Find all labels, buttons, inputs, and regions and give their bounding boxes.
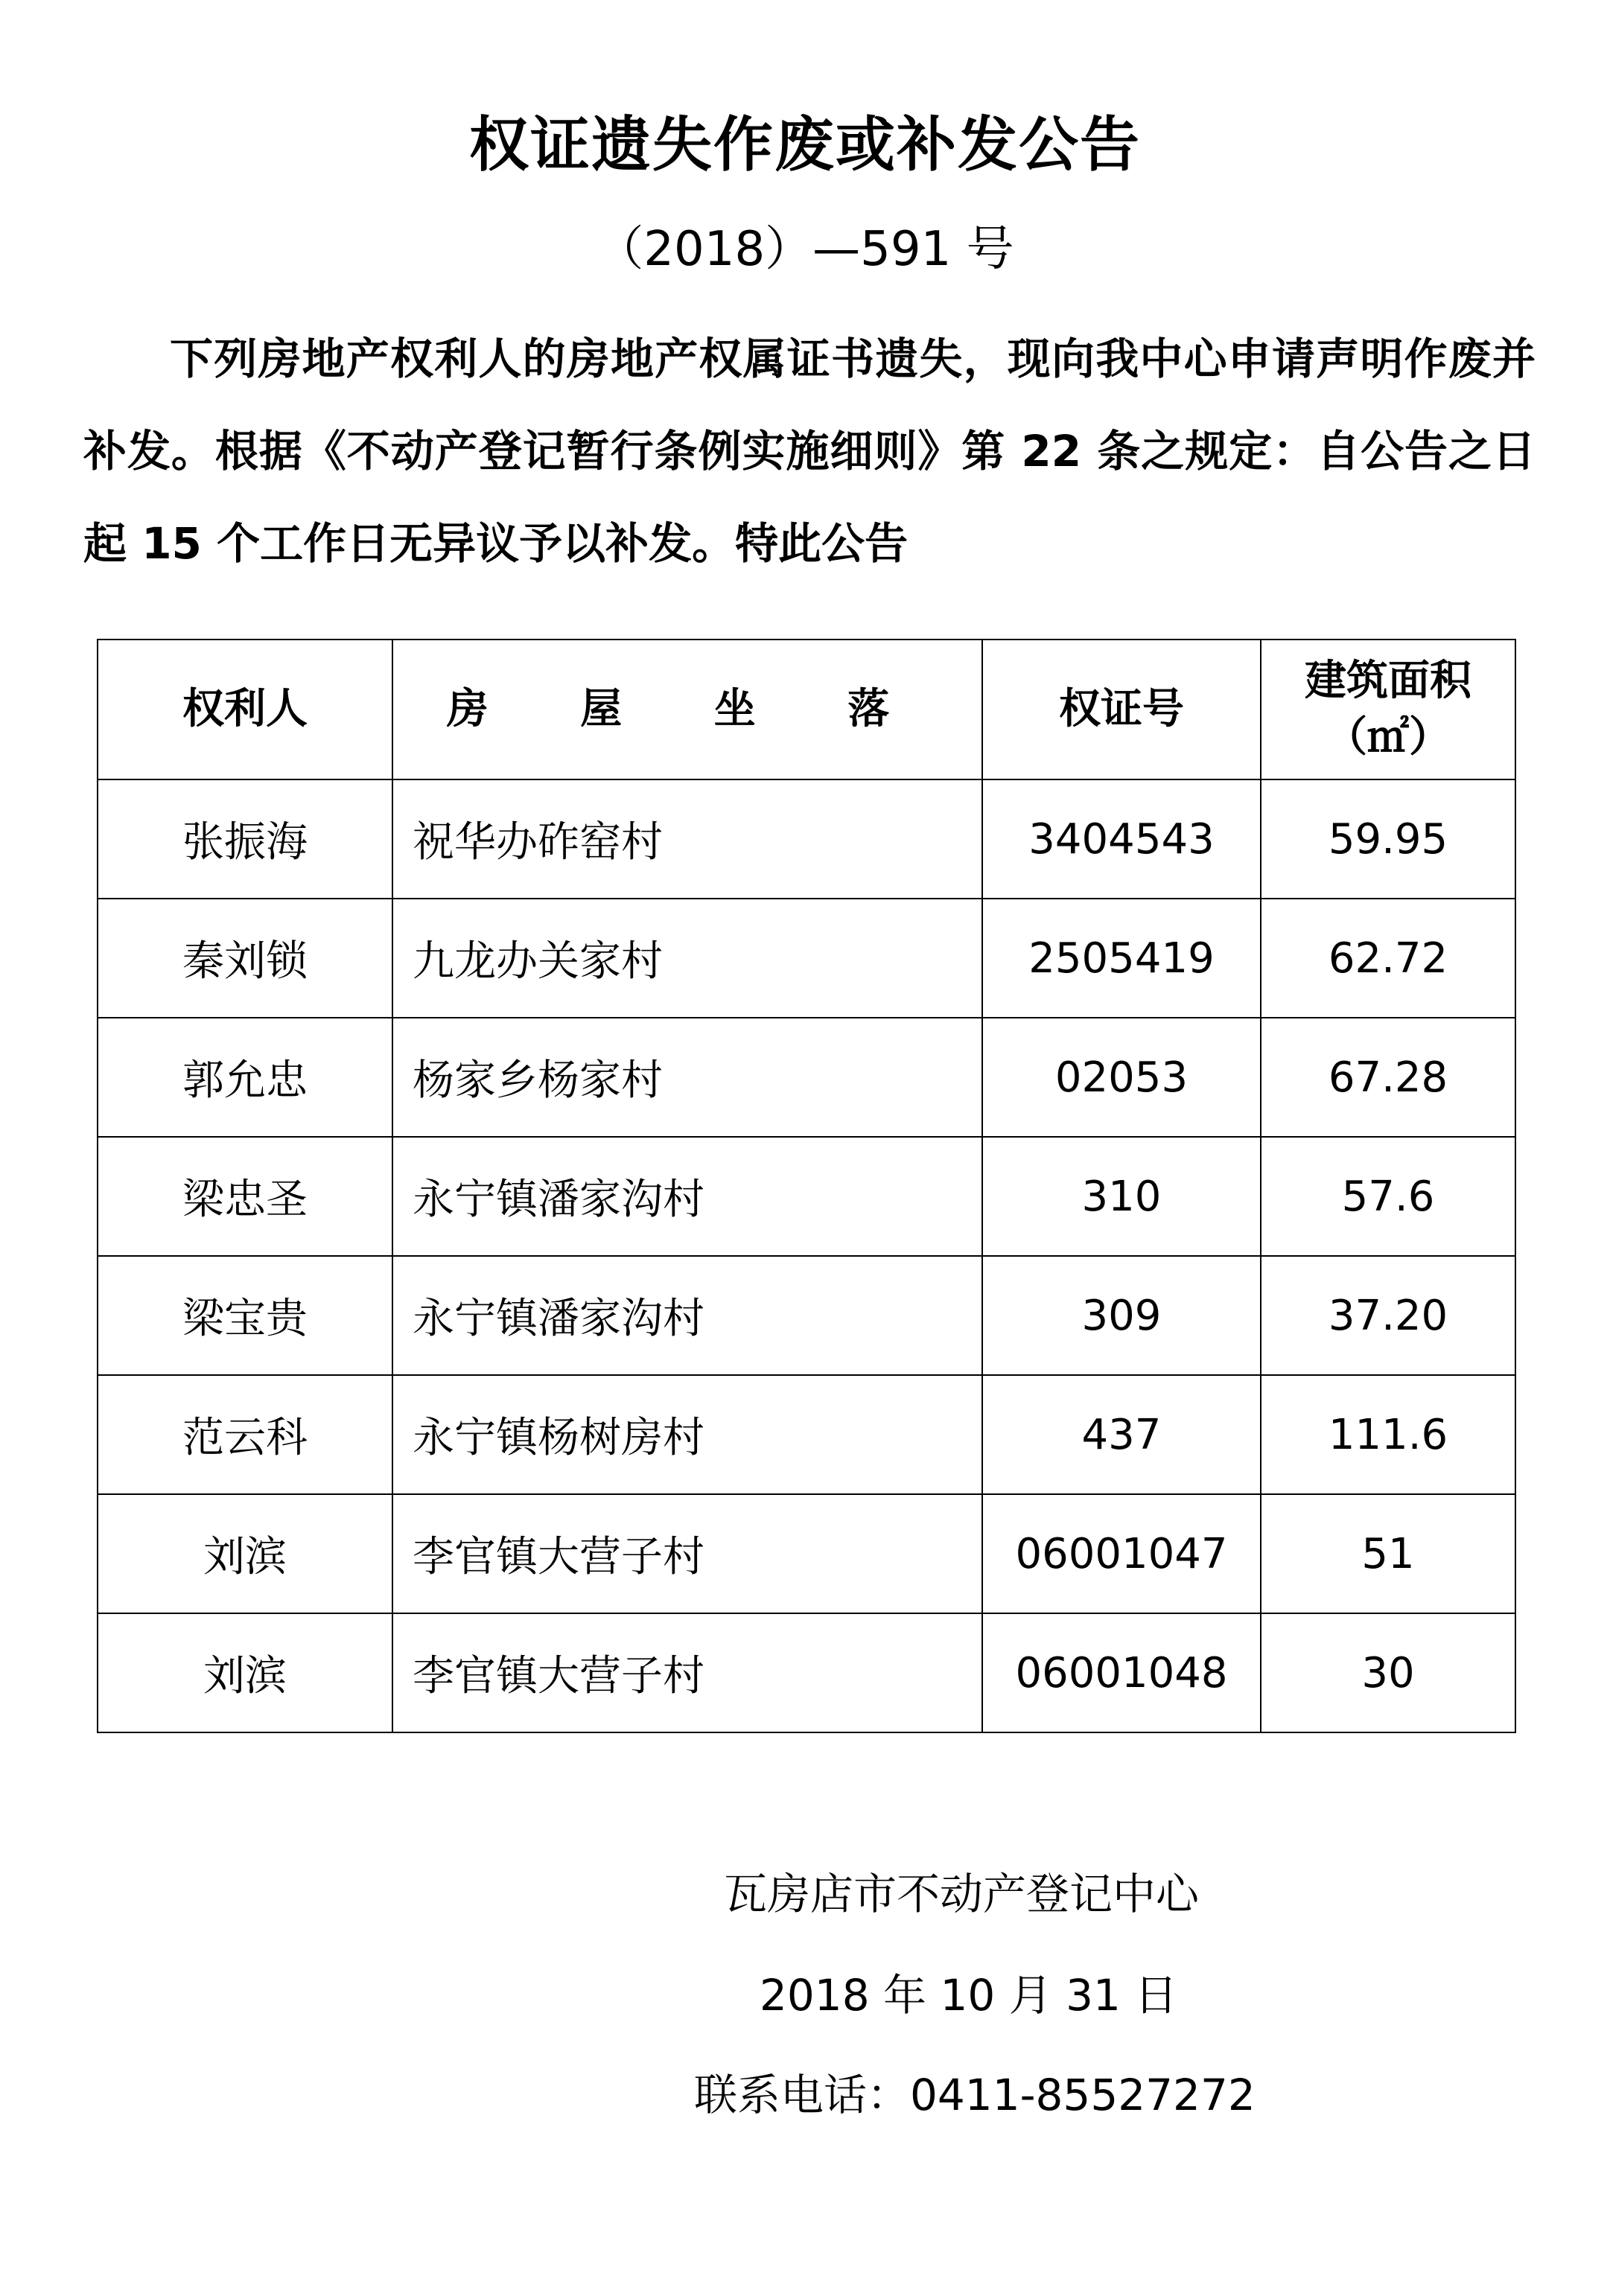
table-row: [98, 1613, 1515, 1732]
header-owner: 权利人: [98, 640, 392, 779]
table-row: [98, 899, 1515, 1018]
location-cell: 永宁镇杨树房村: [392, 1375, 982, 1494]
area-cell: 57.6: [1261, 1137, 1515, 1256]
owner-cell: 梁忠圣: [98, 1137, 392, 1256]
cert-no-cell: 2505419: [982, 899, 1261, 1018]
notice-title: 权证遗失作废或补发公告: [469, 110, 1141, 179]
header-area-label: 建筑面积: [1305, 657, 1471, 705]
area-cell: 51: [1261, 1494, 1515, 1613]
header-area-unit: （㎡）: [1326, 713, 1451, 762]
location-cell: 永宁镇潘家沟村: [392, 1137, 982, 1256]
lost-certificate-table: [97, 639, 1516, 1733]
owner-cell: 范云科: [98, 1375, 392, 1494]
header-cert-no: 权证号: [982, 640, 1261, 779]
location-cell: 李官镇大营子村: [392, 1613, 982, 1732]
table-header-row: [98, 640, 1515, 779]
cert-no-cell: 310: [982, 1137, 1261, 1256]
document-number: （2018）—591 号: [596, 222, 1014, 277]
cert-no-cell: 437: [982, 1375, 1261, 1494]
table-row: [98, 1137, 1515, 1256]
table-row: [98, 1018, 1515, 1137]
owner-cell: 郭允忠: [98, 1018, 392, 1137]
owner-cell: 梁宝贵: [98, 1256, 392, 1375]
area-cell: 111.6: [1261, 1375, 1515, 1494]
table-row: [98, 779, 1515, 899]
area-cell: 37.20: [1261, 1256, 1515, 1375]
area-cell: 59.95: [1261, 779, 1515, 899]
owner-cell: 秦刘锁: [98, 899, 392, 1018]
owner-cell: 刘滨: [98, 1494, 392, 1613]
location-cell: 李官镇大营子村: [392, 1494, 982, 1613]
location-cell: 祝华办砟窑村: [392, 779, 982, 899]
issuing-organization: 瓦房店市不动产登记中心: [724, 1869, 1200, 1919]
table-row: [98, 1256, 1515, 1375]
header-location-label: 房 屋 坐 落: [446, 685, 929, 733]
header-area: [1261, 640, 1515, 779]
cert-no-cell: 06001047: [982, 1494, 1261, 1613]
intro-paragraph: 下列房地产权利人的房地产权属证书遗失，现向我中心申请声明作废并补发。根据《不动产登记暂行条例实施细则》第 22 条之规定：自公告之日起 15 个工作日无异议予以补发。特此公告: [83, 334, 1536, 569]
area-cell: 67.28: [1261, 1018, 1515, 1137]
area-cell: 30: [1261, 1613, 1515, 1732]
location-cell: 杨家乡杨家村: [392, 1018, 982, 1137]
cert-no-cell: 309: [982, 1256, 1261, 1375]
table-row: [98, 1375, 1515, 1494]
cert-no-cell: 3404543: [982, 779, 1261, 899]
owner-cell: 张振海: [98, 779, 392, 899]
owner-cell: 刘滨: [98, 1613, 392, 1732]
table-row: [98, 1494, 1515, 1613]
location-cell: 永宁镇潘家沟村: [392, 1256, 982, 1375]
area-cell: 62.72: [1261, 899, 1515, 1018]
issue-date: 2018 年 10 月 31 日: [760, 1970, 1178, 2021]
cert-no-cell: 06001048: [982, 1613, 1261, 1732]
cert-no-cell: 02053: [982, 1018, 1261, 1137]
header-location: [392, 640, 982, 779]
contact-phone: 联系电话：0411-85527272: [694, 2070, 1256, 2120]
location-cell: 九龙办关家村: [392, 899, 982, 1018]
